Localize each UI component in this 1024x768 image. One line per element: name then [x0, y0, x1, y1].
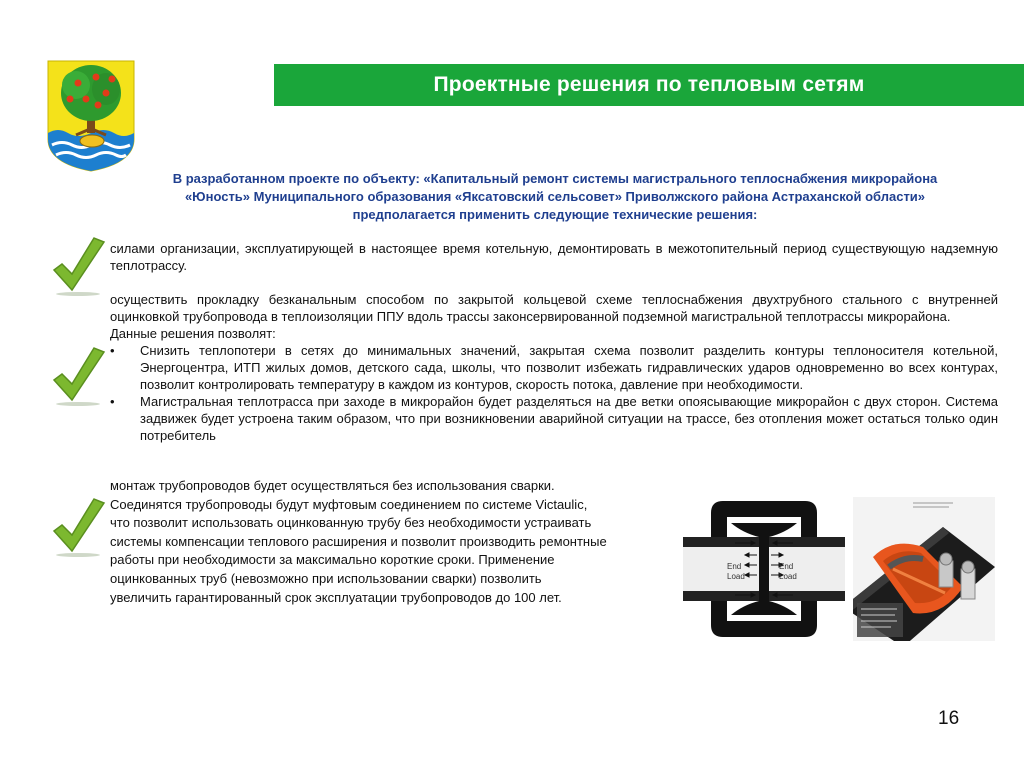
list-item	[110, 393, 998, 444]
intro-line: В разработанном проекте по объекту: «Капитальный ремонт системы магистрального теплоснабжения микрорайона	[172, 171, 938, 186]
victaulic-coupling-image	[853, 497, 995, 641]
checkmark-icon	[50, 236, 106, 296]
intro-line: «Юность» Муниципального образования «Яксатовский сельсовет» Приволжского района Астраханской области»	[184, 189, 926, 204]
coupling-diagram	[683, 493, 845, 643]
end-load-label: Load	[779, 572, 797, 581]
bullet-text: Снизить теплопотери в сетях до минимальных значений, закрытая схема позволит разделить контуры теплоносителя котельной, Энергоцентра, ИТП жилых домов, детского сада, школы, что позволит избежать гидравлических ударов одновременно во всех контурах, позволит контролировать температуру в каждом из контуров, скорость потока, давление при необходимости.	[140, 343, 998, 392]
end-load-label: End	[727, 562, 742, 571]
bullet-mark: •	[110, 343, 115, 358]
checkmark-icon	[50, 497, 106, 557]
text-line: что позволит использовать оцинкованную трубу без необходимости устраивать	[110, 515, 592, 531]
section-dismantle	[110, 240, 998, 274]
section-text: силами организации, эксплуатирующей в настоящее время котельную, демонтировать в межотопительный период существующую надземную теплотрассу.	[110, 241, 998, 273]
text-line: увеличить гарантированный срок эксплуатации трубопроводов до 100 лет.	[110, 589, 562, 605]
text-line: монтаж трубопроводов будет осуществляться без использования сварки.	[110, 478, 555, 493]
benefits-heading: Данные решения позволят:	[110, 326, 276, 341]
page-number: 16	[938, 708, 960, 729]
section-victaulic	[110, 477, 670, 607]
text-line: системы компенсации теплового расширения и позволит производить ремонтные	[110, 533, 607, 549]
checkmark-icon	[50, 346, 106, 406]
coat-of-arms-icon	[46, 59, 136, 173]
text-line: оцинкованных труб (невозможно при использовании сварки) позволить	[110, 570, 542, 586]
text-line: работы при необходимости за максимально короткие сроки. Применение	[110, 552, 555, 568]
bullet-text: Магистральная теплотрасса при заходе в микрорайон будет разделяться на две ветки опоясывающие микрорайон с двух сторон. Система задвижек будет устроена таким образом, что при возникновении аварийной ситуации на трассе, без отопления может остаться только один потребитель	[140, 394, 998, 443]
section-text: осуществить прокладку безканальным способом по закрытой кольцевой схеме теплоснабжения двухтрубного стального с внутренней оцинковкой трубопровода в теплоизоляции ППУ вдоль трассы законсервированной подземной магистральной теплотрассы микрорайона.	[110, 292, 998, 324]
end-load-label: End	[779, 562, 794, 571]
bullet-mark: •	[110, 394, 115, 409]
section-pipeline	[110, 291, 998, 444]
text-line: Соединятся трубопроводы будут муфтовым соединением по системе Victaulic,	[110, 496, 588, 512]
end-load-label: Load	[727, 572, 745, 581]
page-title: Проектные решения по тепловым сетям	[433, 73, 865, 96]
intro-line: предполагается применить следующие технические решения:	[352, 207, 758, 222]
intro-paragraph	[110, 170, 1000, 224]
title-bar	[274, 64, 1024, 106]
list-item	[110, 342, 998, 393]
